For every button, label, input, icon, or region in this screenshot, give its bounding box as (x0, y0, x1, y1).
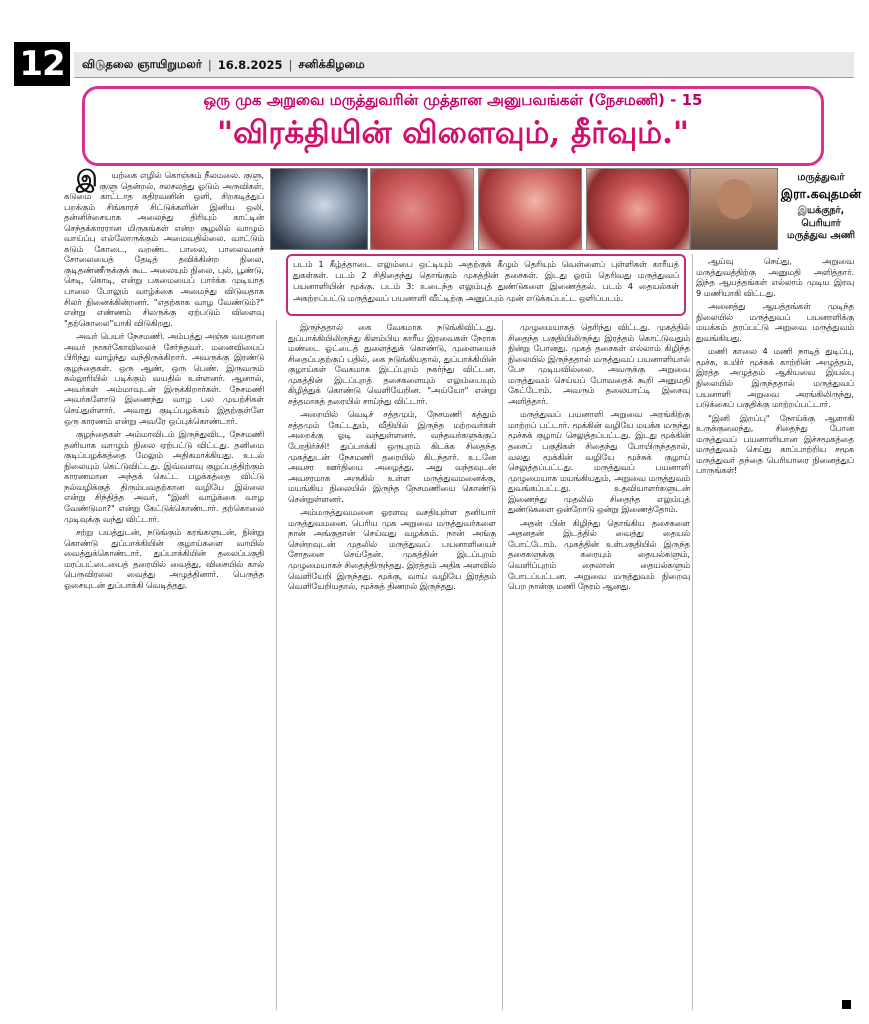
paragraph: அறையில் வெடிச் சத்தமும், நேசமணி கத்தும் சத்தமும் கேட்டதும், வீதியில் இருந்த மற்றவர்கள் அறைக்கு ஓடி வந்துள்ளனர். வந்தவர்களுக்குப் பேரதிர்ச்சி! துப்பாக்கி ஒருபுறம் கிடக்க சிதைந்த முகத்துடன் நேசமணி தரையில் கிடந்தார். உடனே அவசர ஊர்தியை அழைத்து, அது வந்தவுடன் அவசரமாக அருகில் உள்ள மருத்துவமனைக்கு, மயங்கிய நிலையில் இருந்த நேசமணியை கொண்டு சென்றுள்ளனர். (288, 409, 496, 504)
paragraph: குழந்தைகள் அம்மாவிடம் இருந்துவிட, நேசமணி தனியாக வாழும் நிலை ஏற்பட்டு விட்டது. தனிமை குடிப்பழக்கத்தை மேலும் அதிகமாக்கியது. உடல் நிலையும் கெட்டுவிட்டது. இவ்வளவு குழப்பத்திற்கும் காரணமான அந்தக் கெட்ட பழக்கத்தை விட்டு நல்வழிக்குத் திரும்பவதற்கான வழியே இல்லை என்று சிந்தித்த அவர், "இனி வாழ்க்கை வாழ வேண்டுமா?" என்று கேட்டுக்கொண்டார். தற்கொலை முடிவுக்கு வந்து விட்டார். (64, 429, 264, 524)
paragraph: சற்று பயத்துடன், நடுங்கும் கரங்களுடன், நின்று கொண்டு துப்பாக்கியின் குழாய்களை வாயில் வைத்துக்கொண்டார். துப்பாக்கியின் தலைப்பகுதி மரப்பட்டையைத் தரையில் வைத்து, விசையில் கால் பெருவிரலை வைத்து அழுத்தினார். பெருத்த ஓசையுடன் துப்பாக்கி வெடித்தது. (64, 527, 264, 590)
series-subtitle: ஒரு முக அறுவை மருத்துவரின் முத்தான அனுபவங்கள் (நேசமணி) - 15 (203, 91, 703, 109)
header-separator: | (288, 57, 293, 72)
paragraph: முழுமையாகத் தெரிந்து விட்டது. முகத்தில் சிதைந்த பகுதியிலிருந்து இரத்தம் கொட்டுவதும் நின்று போனது. முகத் தசைகள் எல்லாம் கிழிந்த நிலையில் இருந்ததால் மருத்துவப் பயனாளியால் பேச முடியவில்லை. அவருக்கு அறுவை மருத்துவம் செய்யப் போவதைக் கூறி அனுமதி கேட்டோம். அவரும் தலையாட்டி இசைவு அளித்தார். (508, 322, 690, 406)
page-header (74, 52, 854, 78)
issue-date: 16.8.2025 (217, 57, 283, 72)
article-headline: "விரக்தியின் விளைவும், தீர்வும்." (216, 115, 690, 151)
patient-photo (690, 168, 778, 250)
author-byline (780, 172, 862, 242)
newspaper-name: விடுதலை ஞாயிறுமலர் (82, 56, 202, 71)
column-divider (276, 320, 277, 1010)
title-banner (82, 86, 824, 166)
xray-photo (270, 168, 368, 250)
surgery-photo (478, 168, 582, 250)
article-column-2 (288, 322, 496, 595)
author-role: மருத்துவர் (797, 172, 845, 183)
repair-photo (586, 168, 690, 250)
paragraph: மருத்துவப் பயனாளி அறுவை அரங்கிற்கு மாற்றப் பட்டார். மூக்கின் வழியே மயக்க மருந்து மூச்சுக் குழாய் செலுத்தப்பட்டது. இடது மூக்கின் தசைப் பகுதிகள் சிதைந்து போயிருந்ததால், வலது மூக்கின் வழியே மூச்சுக் குழாய் செலுத்தப்பட்டது. மருத்துவப் பயனாளி முழுமையாக மயங்கியதும், அறுவை மருத்துவம் துவங்கப்பட்டது. உதவியாளர்களுடன் இணைந்து முதலில் சிதைந்த எலும்புத் துண்டுகளை ஒன்றோடு ஒன்று இணைத்தோம். (508, 409, 690, 515)
photo-strip (370, 168, 690, 250)
paragraph: மணி காலை 4 மணி நாடித் துடிப்பு, மூச்சு, உயிர் மூச்சுக் காற்றின் அழுத்தம், இரத்த அழுத்தம் ஆகியவை இயல்பு நிலையில் இருந்ததால் மருத்துவப் பயனாளி அறுவை அரங்கிலிருந்து, படுக்கைப் பகுதிக்கு மாற்றப்பட்டார். (696, 346, 854, 410)
author-title: இயக்குநர், (797, 205, 845, 216)
column-divider (692, 254, 693, 1010)
column-divider (502, 320, 503, 1010)
author-name: இரா.கவுதமன் (780, 186, 862, 201)
paragraph: அம்மருத்துவமனை ஓரளவு வசதியுள்ள தனியார் மருத்துவமனை. பெரிய முக அறுவை மருத்துவர்களை நான் அங்குதான் செய்வது வழக்கம். நான் அங்கு சென்றவுடன் முதலில் மருத்துவப் பயனாளியைச் சோதனை செய்தேன். முகத்தின் இடப்புறம் முழுமையாகச் சிதைந்திருந்தது. இரத்தம் அதிக அளவில் வெளியேறி இருந்தது. மூக்கு, வாய் வழியே இரத்தம் வெளியேறியதால், மூச்சுத் திணறல் இருந்தது. (288, 507, 496, 592)
paragraph: இயற்கை எழில் கொஞ்சும் நீலமலை. குளு, குளு தென்றல், சலசலத்து ஓடும் அருவிகள். கடுமை காட்டாத கதிரவனின் ஒளி, சிறகடித்துப் பறக்கும் சிங்காரச் சிட்டுக்களின் இனிய ஒலி, தன்னிச்சையாக அலைந்து திரியும் காட்டின் செந்தக்காரரான மிருகங்கள் என்ற சூழலில் வாழும் வாய்ப்பு எல்லோருக்கும் அமைவதில்லை. வாட்டும் கடும் கோடை, வறண்ட பாலை, பாலைவனச் சோலையைத் தேடித் தவிக்கின்ற நிலை, குடிதண்ணீருக்குக் கூட அலையும் நிலை, புல், பூண்டு, செடி, கொடி, என்று பசுமையைப் பார்க்க முடியாத பாலை போலும் வாழ்க்கை அமைந்து விடுவதாக சிலர் நினைக்கின்றனர். "எதற்காக வாழ வேண்டும்?" என்று எண்ணம் சிலருக்கு ஏற்படும் விளைவு "தற்கொலை"யாகி விடுகிறது. (64, 167, 264, 328)
paragraph: இருந்ததால் கை வேகமாக நடுங்கிவிட்டது. துப்பாக்கியிலிருந்து கிளம்பிய காரீய இரவைகள் நேராக மண்டை ஓட்டைத் துளைத்துக் கொண்டு, முளையைச் சிதைப்பதற்குப் பதில், கை நடுங்கியதால், துப்பாக்கியின் குழாய்கள் வேகமாக இடப்புறம் நகர்ந்து விட்டன. முகத்தின் இடப்புறத் தசைகளையும் எலும்பையும் கிழித்துக் கொண்டு வெளியேறின. "அய்யோ" என்று சத்தமாகத் தரையில் சாய்ந்து விட்டார். (288, 322, 496, 406)
paragraph: அவர் பெயர் நேசமணி. அம்பத்து அஞ்சு வயதான அவர் நாகர்கோவிலைச் சேர்ந்தவர். மனைவியைப் பிரிந்து வாழ்ந்து வந்திருக்கிறார். அவருக்கு இரண்டு குழந்தைகள். ஒரு ஆண், ஒரு பெண். இருவரும் கல்லூரியில் படிக்கும் வயதில் உள்ளனர். ஆனால், அவர்கள் அம்மாவுடன் இருக்கிறார்கள். நேசமணி அவர்களோடு இணைந்து வாழ பல முயற்சிகள் செய்துள்ளார். அவரது குடிப்பழக்கம் இதற்குள்ளே ஒரு காரணம் என்று அவரே ஒப்புக்கொண்டார். (64, 331, 264, 426)
author-affiliation: பெரியார் மருத்துவ அணி (787, 218, 855, 241)
paragraph: ஆய்வு செய்து, அறுவை மருத்துவத்திற்கு அனுமதி அளித்தார். இந்த ஆயத்தங்கள் எல்லாம் முடிய இரவு 9 மணியாகி விட்டது. (696, 256, 854, 298)
header-separator: | (207, 57, 212, 72)
issue-day: சனிக்கிழமை (298, 56, 365, 71)
wound-photo (370, 168, 474, 250)
paragraph: "இனி இறப்பு" நோய்க்கு ஆளாகி உருக்குலைந்து, சிதைந்து போன மருத்துவப் பயனாளியான இச்சமூகத்தை மருத்துவம் செய்து காப்பாற்றிய சமூக மருத்துவர் தந்தை பெரியாரை நினைத்துப் பாருங்கள்! (696, 412, 854, 476)
article-column-4 (696, 256, 854, 479)
article-column-3 (508, 322, 690, 595)
article-column-1 (64, 167, 264, 593)
paragraph: அனைத்து ஆயத்தங்கள் முடிந்த நிலையில் மருத்துவப் பயனாளிக்கு மயக்கம் தரப்பட்டு அறுவை மருத்துவம் துவங்கியது. (696, 301, 854, 343)
paragraph: அதன் பின் கிழிந்து தொங்கிய தசைகளை அதனதன் இடத்தில் வைத்து தையல் போட்டோம். முகத்தின் உள்பகுதியில் இருந்த தசைகளுக்கு கரையும் தையல்களும், வெளிப்புறம் நைலான் தையல்களும் போடப்பட்டன. அறுவை மருத்துவம் நிறைவு பெற நான்கு மணி நேரம் ஆனது. (508, 517, 690, 592)
article-end-mark (842, 1000, 851, 1009)
page-number: 12 (14, 42, 70, 86)
photo-caption: படம் 1 கீழ்த்தாடை எலும்பை ஒட்டியும் அதற்குக் கீழும் தெரியும் வெள்ளைப் புள்ளிகள் காரீயத் துகள்கள். படம் 2 சிதிதைந்து தொங்கும் முகத்தின் தசைகள். இடது ஓரம் தெரிவது மருத்துவப் பயனாளியின் மூக்கு. படம் 3: உடைந்த எலும்புத் துண்டுகளை இணைத்தல். படம் 4 தையல்கள் அகற்றப்பட்டு மருத்துவப் பயனாளி வீட்டிற்கு அனுப்பும் முன் எடுக்கப்பட்ட ஒளிப்படம். (286, 254, 686, 316)
